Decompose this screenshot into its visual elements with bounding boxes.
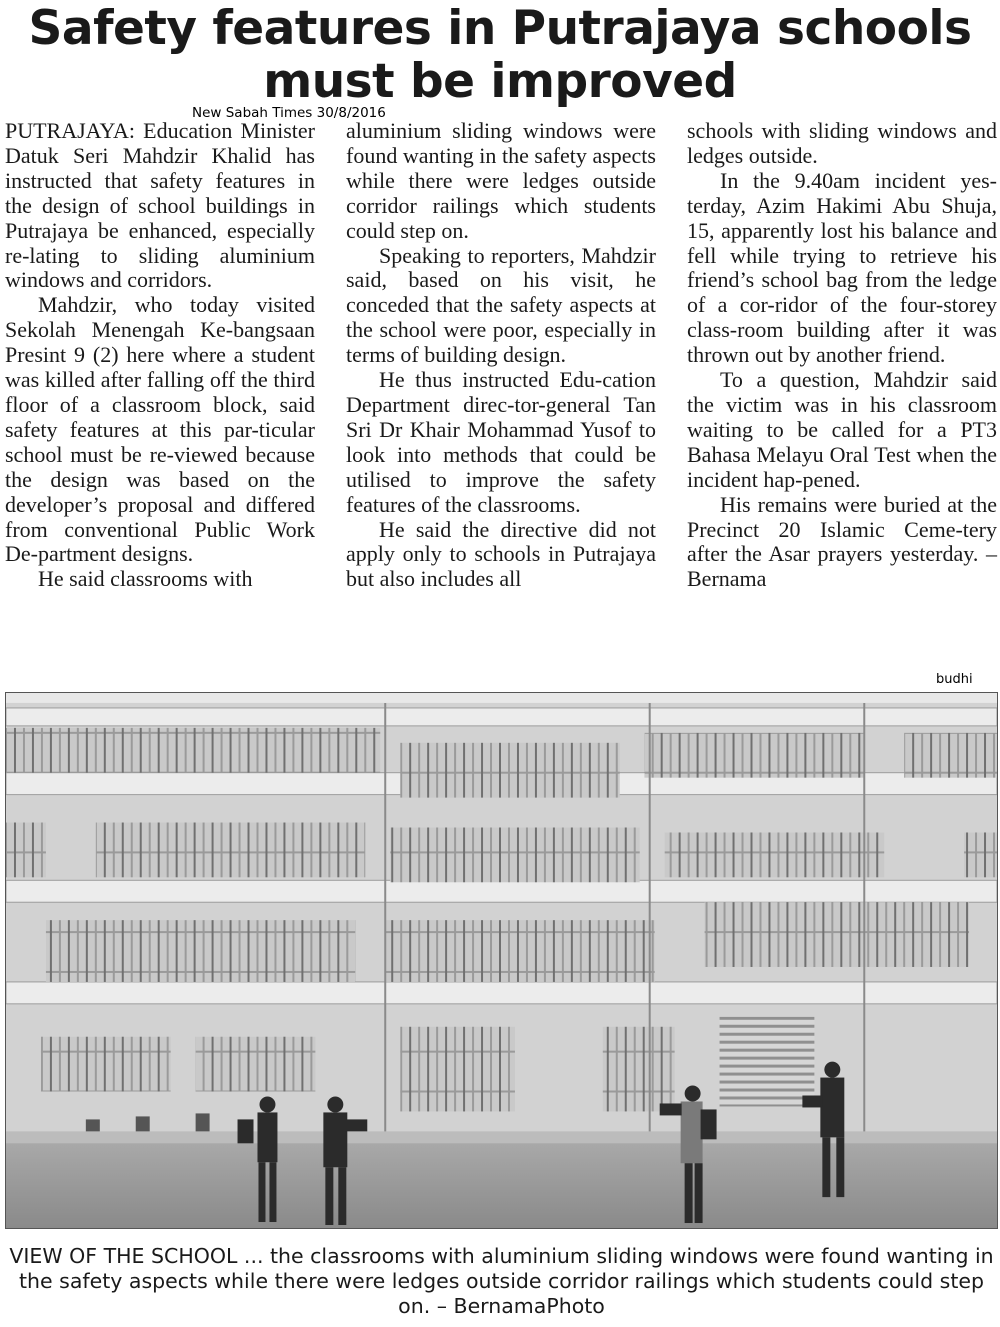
article-column-2	[346, 119, 656, 592]
headline-line-2: must be improved	[263, 54, 737, 109]
paragraph: PUTRAJAYA: Education Minister Datuk Seri Mahdzir Khalid has instructed that safety features in the design of school buildings in Putrajaya be enhanced, especially re-lating to sliding aluminium windows and corridors.	[5, 118, 315, 293]
paragraph: To a question, Mahdzir said the victim was in his classroom waiting to be called for a PT3 Bahasa Melayu Oral Test when the incident hap-pened.	[687, 367, 997, 492]
paragraph: aluminium sliding windows were found wanting in the safety aspects while there were ledges outside corridor railings which students could step on.	[346, 118, 656, 243]
source-label: New Sabah Times 30/8/2016	[192, 105, 386, 121]
article-column-1	[5, 119, 315, 592]
photo-caption: VIEW OF THE SCHOOL ... the classrooms with aluminium sliding windows were found wanting in the safety aspects while there were ledges outside corridor railings which students could step on. – BernamaPhoto	[9, 1244, 994, 1318]
paragraph: Speaking to reporters, Mahdzir said, based on his visit, he conceded that the safety aspects at the school were poor, especially in terms of building design.	[346, 242, 656, 368]
photo-credit: budhi	[936, 672, 973, 687]
school-building-photo	[5, 692, 998, 1229]
paragraph: He thus instructed Edu-cation Department direc-tor-general Tan Sri Dr Khair Mohammad Yusof to look into methods that could be utilised to improve the safety features of the classrooms.	[346, 367, 656, 517]
headline	[0, 2, 1000, 108]
paragraph: schools with sliding windows and ledges outside.	[687, 118, 997, 168]
paragraph: Mahdzir, who today visited Sekolah Menengah Ke-bangsaan Presint 9 (2) here where a student was killed after falling off the third floor of a classroom block, said safety features at this par-ticular school must be re-viewed because the design was based on the developer’s proposal and differed from conventional Public Work De-partment designs.	[5, 292, 315, 567]
headline-line-1: Safety features in Putrajaya schools	[28, 1, 972, 56]
paragraph: He said classrooms with	[38, 566, 253, 592]
article-column-3	[687, 119, 997, 592]
paragraph: In the 9.40am incident yes-terday, Azim Hakimi Abu Shuja, 15, apparently lost his balance and fell while trying to retrieve his friend’s school bag from the ledge of a cor-ridor of the four-storey class-room building after it was thrown out by another friend.	[687, 167, 997, 368]
paragraph: His remains were buried at the Precinct 20 Islamic Ceme-tery after the Asar prayers yesterday. – Bernama	[687, 491, 997, 592]
paragraph: He said the directive did not apply only to schools in Putrajaya but also includes all	[346, 516, 656, 592]
